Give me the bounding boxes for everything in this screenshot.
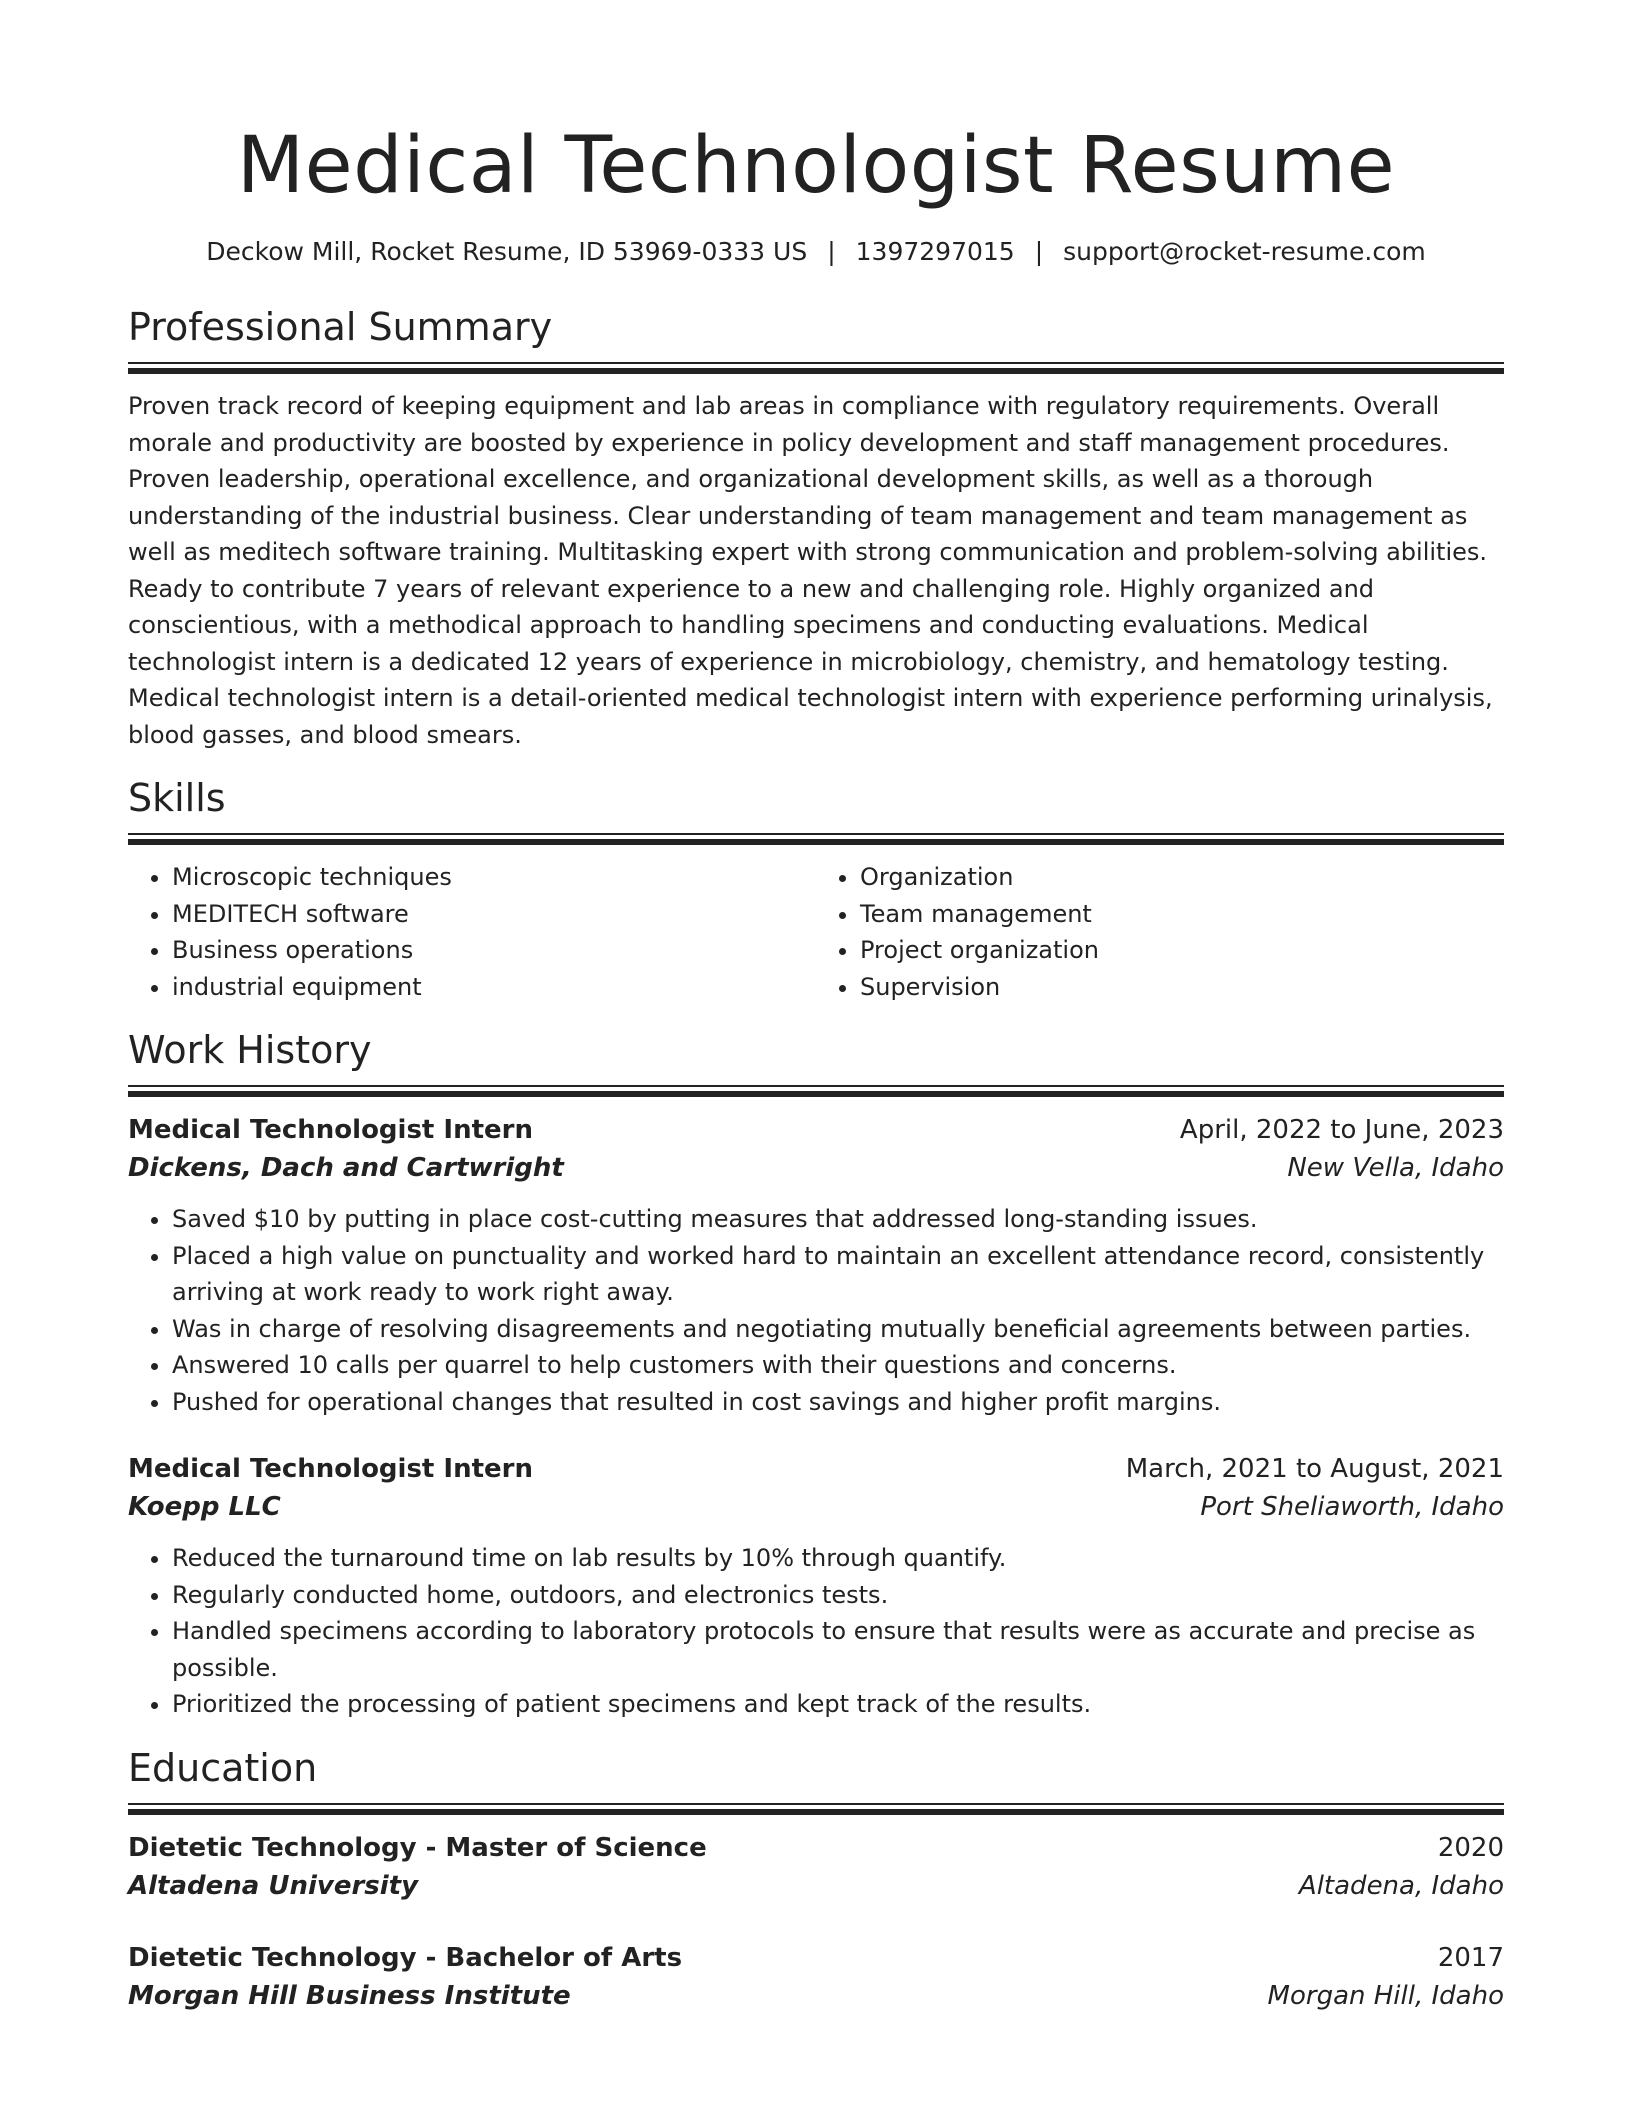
contact-address: Deckow Mill, Rocket Resume, ID 53969-0333 US — [206, 237, 808, 266]
skill-item: • Team management — [860, 896, 1504, 933]
section-divider — [128, 1803, 1504, 1815]
section-heading-skills: Skills — [128, 776, 226, 820]
job-bullet: • Reduced the turnaround time on lab results by 10% through quantify. — [172, 1540, 1504, 1577]
education-entry — [128, 1829, 1504, 1905]
skill-item: • industrial equipment — [172, 969, 816, 1006]
section-divider — [128, 1085, 1504, 1097]
education-entry — [128, 1939, 1504, 2015]
job-bullet: • Pushed for operational changes that resulted in cost savings and higher profit margins. — [172, 1384, 1504, 1421]
job-entry — [128, 1111, 1504, 1420]
section-heading-work: Work History — [128, 1028, 372, 1072]
job-title: Medical Technologist Intern — [128, 1115, 533, 1145]
skill-item: • Organization — [860, 859, 1504, 896]
contact-separator: | — [827, 237, 836, 266]
job-bullet: • Placed a high value on punctuality and worked hard to maintain an excellent attendance record, consistently arriving at work ready to work right away. — [172, 1238, 1504, 1311]
section-heading-education: Education — [128, 1745, 318, 1790]
skill-item: • MEDITECH software — [172, 896, 816, 933]
skill-item: • Supervision — [860, 969, 1504, 1006]
job-dates: March, 2021 to August, 2021 — [1125, 1454, 1504, 1484]
resume-title: Medical Technologist Resume — [236, 121, 1396, 211]
job-bullet: • Regularly conducted home, outdoors, and electronics tests. — [172, 1577, 1504, 1614]
skills-list-left — [128, 859, 816, 1005]
section-divider — [128, 362, 1504, 374]
section-divider — [128, 833, 1504, 845]
job-bullet: • Handled specimens according to laboratory protocols to ensure that results were as accurate and precise as possible. — [172, 1613, 1504, 1686]
education-year: 2020 — [1437, 1832, 1504, 1863]
skills-section — [128, 775, 1504, 1005]
education-location: Morgan Hill, Idaho — [1267, 1980, 1504, 2011]
contact-phone: 1397297015 — [855, 237, 1015, 266]
skill-item: • Microscopic techniques — [172, 859, 816, 896]
education-location: Altadena, Idaho — [1298, 1870, 1504, 1901]
education-section — [128, 1745, 1504, 2015]
contact-email[interactable]: support@rocket-resume.com — [1063, 237, 1426, 266]
education-year: 2017 — [1437, 1942, 1504, 1973]
summary-text: Proven track record of keeping equipment and lab areas in compliance with regulatory requirements. Overall morale and productivity are boosted by experience in policy development and staff management procedures. Proven leadership, operational excellence, and organizational development skills, as well as a thorough understanding of the industrial business. Clear understanding of team management and team management as well as meditech software training. Multitasking expert with strong communication and problem-solving abilities. Ready to contribute 7 years of relevant experience to a new and challenging role. Highly organized and conscientious, with a methodical approach to handling specimens and conducting evaluations. Medical technologist intern is a dedicated 12 years of experience in microbiology, chemistry, and hematology testing. Medical technologist intern is a detail-oriented medical technologist intern with experience performing urinalysis, blood gasses, and blood smears. — [128, 392, 1493, 749]
job-bullet: • Answered 10 calls per quarrel to help customers with their questions and concerns. — [172, 1347, 1504, 1384]
education-school: Altadena University — [128, 1870, 419, 1901]
job-bullets — [128, 1540, 1504, 1723]
work-section — [128, 1027, 1504, 1723]
job-bullet: • Saved $10 by putting in place cost-cutting measures that addressed long-standing issues. — [172, 1201, 1504, 1238]
job-title: Medical Technologist Intern — [128, 1454, 533, 1484]
contact-line — [128, 236, 1504, 268]
job-location: Port Sheliaworth, Idaho — [1200, 1492, 1504, 1522]
job-bullet: • Prioritized the processing of patient specimens and kept track of the results. — [172, 1686, 1504, 1723]
skill-item: • Business operations — [172, 932, 816, 969]
education-degree: Dietetic Technology - Bachelor of Arts — [128, 1942, 683, 1973]
skills-columns — [128, 859, 1504, 1005]
skill-item: • Project organization — [860, 932, 1504, 969]
job-bullets — [128, 1201, 1504, 1420]
education-degree: Dietetic Technology - Master of Science — [128, 1832, 707, 1863]
education-school: Morgan Hill Business Institute — [128, 1980, 571, 2011]
job-employer: Dickens, Dach and Cartwright — [128, 1153, 564, 1183]
contact-separator: | — [1034, 237, 1044, 266]
job-dates: April, 2022 to June, 2023 — [1179, 1115, 1504, 1145]
job-entry — [128, 1450, 1504, 1723]
job-bullet: • Was in charge of resolving disagreements and negotiating mutually beneficial agreements between parties. — [172, 1311, 1504, 1348]
summary-section — [128, 304, 1504, 753]
job-location: New Vella, Idaho — [1287, 1153, 1504, 1183]
job-employer: Koepp LLC — [128, 1492, 281, 1522]
skills-list-right — [816, 859, 1504, 1005]
resume-page — [128, 0, 1504, 2015]
section-heading-summary: Professional Summary — [128, 305, 553, 349]
